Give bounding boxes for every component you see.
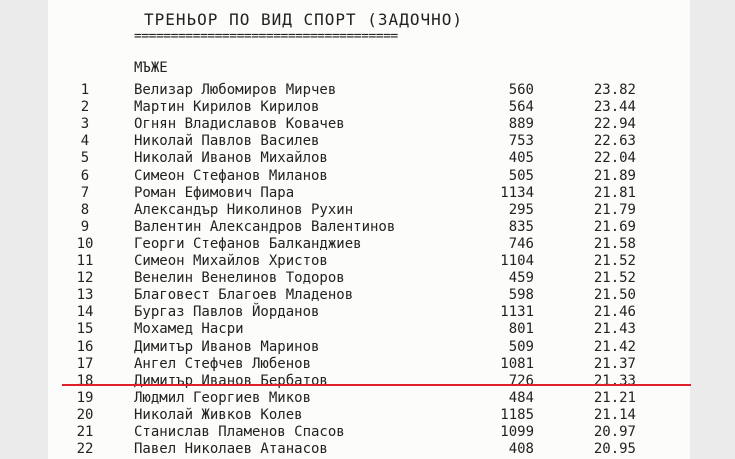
row-number: 560: [508, 82, 534, 98]
row-rank: 16: [76, 338, 94, 355]
table-row: [48, 304, 690, 321]
row-name: Мохамед Насри: [134, 321, 244, 338]
row-name: Венелин Венелинов Тодоров: [134, 270, 345, 287]
row-name: Огнян Владиславов Ковачев: [134, 116, 345, 133]
row-score: 21.43: [593, 321, 636, 338]
row-number: 408: [508, 441, 534, 458]
table-row: [48, 373, 690, 390]
row-number: 1134: [500, 184, 534, 201]
row-rank: 13: [76, 287, 94, 304]
row-score: 21.81: [593, 184, 636, 201]
row-rank: 4: [80, 133, 90, 150]
row-score: 21.37: [593, 355, 636, 372]
row-score: 22.63: [593, 133, 636, 150]
row-number: 726: [508, 372, 534, 389]
row-score: 21.89: [593, 167, 636, 184]
row-number: 835: [508, 218, 534, 235]
row-number: 1185: [500, 406, 534, 423]
row-number: 801: [508, 321, 534, 338]
row-name: Николай Живков Колев: [134, 406, 303, 423]
table-row: [48, 407, 690, 424]
row-name: Симеон Стефанов Миланов: [134, 167, 328, 184]
row-number: 295: [508, 201, 534, 218]
row-rank: 3: [80, 116, 90, 133]
row-number: 1081: [500, 355, 534, 372]
row-rank: 5: [80, 150, 90, 167]
row-number: 746: [508, 235, 534, 252]
row-number: 598: [508, 287, 534, 304]
row-name: Александър Николинов Рухин: [134, 201, 354, 218]
row-rank: 6: [80, 167, 90, 184]
table-row: [48, 219, 690, 236]
row-score: 23.44: [593, 99, 636, 116]
row-score: 21.58: [593, 235, 636, 252]
row-number: 1099: [500, 424, 534, 440]
table-row: [48, 424, 690, 441]
row-score: 21.14: [593, 406, 636, 423]
row-name: Симеон Михайлов Христов: [134, 253, 328, 269]
row-name: Роман Ефимович Пара: [134, 184, 295, 201]
row-rank: 14: [76, 304, 94, 321]
row-rank: 15: [76, 321, 94, 338]
row-score: 21.69: [593, 218, 636, 235]
row-number: 505: [508, 167, 534, 184]
row-rank: 20: [76, 406, 94, 423]
row-number: 564: [508, 99, 534, 116]
row-name: Мартин Кирилов Кирилов: [134, 99, 320, 116]
row-rank: 7: [80, 184, 90, 201]
row-rank: 18: [76, 372, 94, 389]
row-name: Николай Павлов Василев: [134, 133, 320, 150]
table-row: [48, 253, 690, 270]
row-score: 21.52: [593, 270, 636, 287]
section-label: МЪЖЕ: [134, 60, 168, 76]
table-row: [48, 185, 690, 202]
row-score: 20.95: [593, 441, 636, 458]
row-score: 21.79: [593, 201, 636, 218]
table-row: [48, 168, 690, 185]
row-rank: 21: [76, 424, 94, 440]
row-rank: 8: [80, 201, 90, 218]
row-score: 21.52: [593, 253, 636, 269]
row-name: Ангел Стефчев Любенов: [134, 355, 312, 372]
row-name: Димитър Иванов Бербатов: [134, 372, 328, 389]
row-number: 753: [508, 133, 534, 150]
row-score: 21.50: [593, 287, 636, 304]
row-rank: 12: [76, 270, 94, 287]
title-underline: ====================================: [134, 29, 398, 44]
table-row: [48, 133, 690, 150]
row-name: Благовест Благоев Младенов: [134, 287, 354, 304]
table-row: [48, 339, 690, 356]
row-name: Бургаз Павлов Йорданов: [134, 304, 320, 321]
row-number: 405: [508, 150, 534, 167]
row-name: Велизар Любомиров Мирчев: [134, 82, 337, 98]
row-rank: 11: [76, 253, 94, 269]
table-row: [48, 82, 690, 99]
row-number: 889: [508, 116, 534, 133]
table-row: [48, 356, 690, 373]
row-rank: 10: [76, 235, 94, 252]
row-score: 21.46: [593, 304, 636, 321]
results-sheet: [48, 0, 690, 459]
row-score: 21.33: [593, 372, 636, 389]
row-score: 23.82: [593, 82, 636, 98]
table-row: [48, 99, 690, 116]
row-name: Димитър Иванов Маринов: [134, 338, 320, 355]
table-row: [48, 321, 690, 338]
table-row: [48, 202, 690, 219]
row-name: Николай Иванов Михайлов: [134, 150, 328, 167]
row-rank: 19: [76, 389, 94, 406]
document-title: ТРЕНЬОР ПО ВИД СПОРТ (ЗАДОЧНО): [144, 10, 463, 29]
row-score: 21.42: [593, 338, 636, 355]
row-rank: 17: [76, 355, 94, 372]
row-rank: 2: [80, 99, 90, 116]
table-row: [48, 390, 690, 407]
row-number: 1131: [500, 304, 534, 321]
row-number: 484: [508, 389, 534, 406]
table-row: [48, 287, 690, 304]
table-row: [48, 270, 690, 287]
row-name: Георги Стефанов Балканджиев: [134, 235, 362, 252]
row-number: 509: [508, 338, 534, 355]
row-score: 21.21: [593, 389, 636, 406]
row-number: 459: [508, 270, 534, 287]
row-number: 1104: [500, 253, 534, 269]
row-name: Людмил Георгиев Миков: [134, 389, 312, 406]
row-rank: 9: [80, 218, 90, 235]
row-score: 22.04: [593, 150, 636, 167]
row-rank: 22: [76, 441, 94, 458]
table-row: [48, 116, 690, 133]
row-score: 20.97: [593, 424, 636, 440]
row-rank: 1: [80, 82, 90, 98]
row-name: Валентин Александров Валентинов: [134, 218, 396, 235]
table-row: [48, 150, 690, 167]
row-name: Павел Николаев Атанасов: [134, 441, 328, 458]
table-row: [48, 441, 690, 458]
table-row: [48, 236, 690, 253]
row-score: 22.94: [593, 116, 636, 133]
cutoff-line: [62, 384, 691, 386]
row-name: Станислав Пламенов Спасов: [134, 424, 345, 440]
